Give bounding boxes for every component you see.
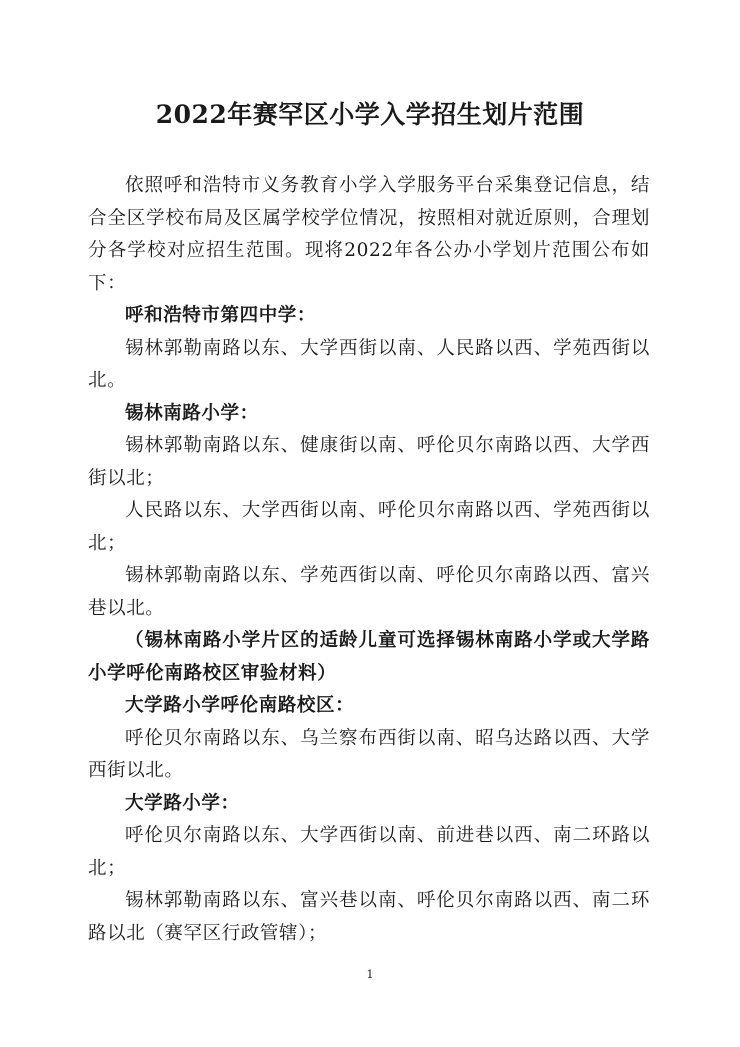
document-body (88, 170, 650, 950)
paragraph-range: 锡林郭勒南路以东、富兴巷以南、呼伦贝尔南路以西、南二环路以北（赛罕区行政管辖）； (88, 890, 650, 944)
heading-school-daxuelu: 大学路小学： (125, 792, 240, 814)
paragraph-intro: 依照呼和浩特市义务教育小学入学服务平台采集登记信息，结合全区学校布局及区属学校学位情况，按照相对就近原则，合理划分各学校对应招生范围。现将2022年各公办小学划片范围公布如下： (88, 175, 650, 294)
paragraph-range: 锡林郭勒南路以东、学苑西街以南、呼伦贝尔南路以西、富兴巷以北。 (88, 565, 650, 619)
paragraph-range: 呼伦贝尔南路以东、大学西街以南、前进巷以西、南二环路以北； (88, 825, 650, 879)
heading-school-daxuelu-hulun-campus: 大学路小学呼伦南路校区： (125, 695, 355, 716)
page-number: 1 (366, 968, 374, 981)
heading-school-4th-middle: 呼和浩特市第四中学： (125, 305, 317, 326)
paragraph-range: 锡林郭勒南路以东、健康街以南、呼伦贝尔南路以西、大学西街以北； (88, 435, 650, 489)
paragraph-range: 呼伦贝尔南路以东、乌兰察布西街以南、昭乌达路以西、大学西街以北。 (88, 727, 650, 781)
paragraph-note: （锡林南路小学片区的适龄儿童可选择锡林南路小学或大学路小学呼伦南路校区审验材料） (88, 630, 650, 684)
page-title: 2022年赛罕区小学入学招生划片范围 (155, 100, 585, 129)
heading-school-xilin-south-road: 锡林南路小学： (125, 402, 259, 424)
paragraph-range: 锡林郭勒南路以东、大学西街以南、人民路以西、学苑西街以北。 (88, 337, 650, 391)
paragraph-range: 人民路以东、大学西街以南、呼伦贝尔南路以西、学苑西街以北； (88, 500, 650, 554)
